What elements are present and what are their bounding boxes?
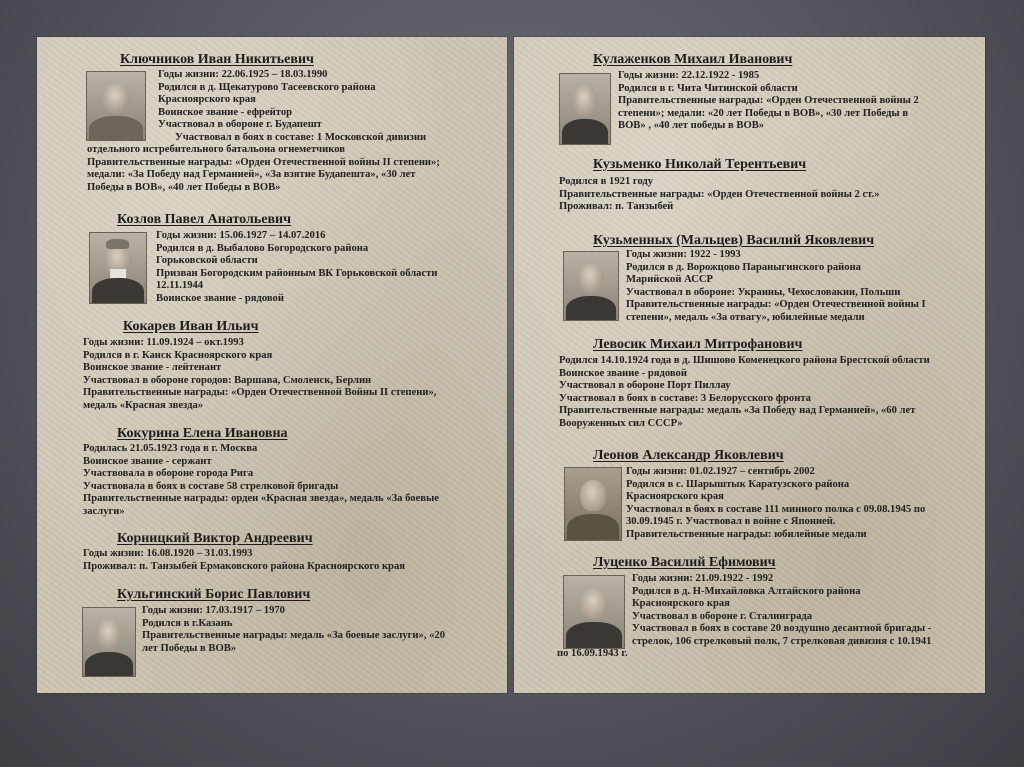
bio-text: Годы жизни: 16.08.1920 – 31.03.1993 Проживал: п. Танзыбей Ермаковского района Красноярского края: [83, 548, 405, 572]
bio-name: Кокарев Иван Ильич: [123, 319, 259, 334]
portrait-bearded-man-photo: [89, 232, 147, 304]
bio-name: Левосик Михаил Митрофанович: [593, 337, 803, 352]
bio-text: Годы жизни: 22.06.1925 – 18.03.1990 Родился в д. Щекатурово Тасеевского района Красноярского края Воинское звание - ефрейтор Участвовал в обороне г. Будапешт Участвовал в боях в составе: 1 Московской дивизии отдельного истребительного батальона огнеметчиков Правительственные награды: «Орден Отечественной войны II степени»; медали: «За Победу над Германией», «За взятие Будапешта», «30 лет Победы в ВОВ», «40 лет Победы в ВОВ»: [87, 69, 440, 193]
bio-name: Ключников Иван Никитьевич: [120, 52, 314, 67]
bio-text: Родился 14.10.1924 года в д. Шишово Коменецкого района Брестской области Воинское звание - рядовой Участвовал в обороне Порт Пиллау Участвовал в боях в составе: 3 Белорусского фронта Правительственные награды: медаль «За Победу над Германией», «60 лет Вооруженных сил СССР»: [559, 355, 930, 429]
left-page: [37, 37, 507, 693]
bio-name: Корницкий Виктор Андреевич: [117, 531, 313, 546]
bio-name: Луценко Василий Ефимович: [593, 555, 776, 570]
bio-name: Козлов Павел Анатольевич: [117, 212, 291, 227]
bio-text: Родилась 21.05.1923 года в г. Москва Воинское звание - сержант Участвовала в обороне города Рига Участвовала в боях в составе 58 стрелковой бригады Правительственные награды: орден «Красная звезда», медаль «За боевые заслуги»: [83, 443, 439, 517]
bio-name: Кулаженков Михаил Иванович: [593, 52, 793, 67]
bio-name: Кокурина Елена Ивановна: [117, 426, 288, 441]
right-page: [514, 37, 985, 693]
bio-text: Годы жизни: 17.03.1917 – 1970 Родился в г.Казань Правительственные награды: медаль «За боевые заслуги», «20 лет Победы в ВОВ»: [142, 605, 446, 654]
bio-text: Родился в 1921 году Правительственные награды: «Орден Отечественной войны 2 ст.» Проживал: п. Танзыбей: [559, 176, 880, 212]
portrait-man-sepia-photo: [564, 467, 622, 541]
bio-name: Кузьменко Николай Терентьевич: [593, 157, 807, 172]
bio-text: Годы жизни: 11.09.1924 – окт.1993 Родился в г. Канск Красноярского края Воинское звание - лейтенант Участвовал в обороне городов: Варшава, Смоленск, Берлин Правительственные награды: «Орден Отечественной Войны II степени», медаль «Красная звезда»: [83, 337, 437, 411]
portrait-man-photo: [563, 251, 619, 321]
bio-name: Кузьменных (Мальцев) Василий Яковлевич: [593, 233, 875, 248]
bio-text: Годы жизни: 15.06.1927 – 14.07.2016 Родился в д. Выбалово Богородского района Горьковской области Призван Богородским районным ВК Горьковской области 12.11.1944 Воинское звание - рядовой: [156, 230, 438, 304]
portrait-man-suit-photo: [559, 73, 611, 145]
bio-name: Леонов Александр Яковлевич: [593, 448, 784, 463]
portrait-man-suit-photo: [563, 575, 625, 649]
bio-text: Годы жизни: 22.12.1922 - 1985 Родился в г. Чита Читинской области Правительственные награды: «Орден Отечественной войны 2 степени»; медали: «20 лет Победы в ВОВ», «30 лет Победы в ВОВ» , «40 лет победы в ВОВ»: [618, 70, 919, 131]
bio-text: Годы жизни: 01.02.1927 – сентябрь 2002 Родился в с. Шарыштык Каратузского района Красноярского края Участвовал в боях в составе 111 минного полка с 09.08.1945 по 30.09.1945 г. Участвовал в войне с Японией. Правительственные награды: юбилейные медали: [626, 466, 926, 540]
portrait-man-photo: [82, 607, 136, 677]
bio-text: Годы жизни: 21.09.1922 - 1992 Родился в д. Н-Михайловка Алтайского района Красноярского края Участвовал в обороне г. Сталинграда Участвовал в боях в составе 20 воздушно десантной бригады - стрелок, 106 стрелковый полк, 7 стрелковая дивизия с 10.1941 по 16.09.1943 г.: [557, 573, 932, 659]
bio-text: Годы жизни: 1922 - 1993 Родился в д. Ворожцово Параныгинского района Марийской АССР Участвовал в обороне: Украины, Чехословакии, Польши Правительственные награды: «Орден Отечественной войны I степени», медаль «За отвагу», юбилейные медали: [626, 249, 926, 323]
bio-name: Кульгинский Борис Павлович: [117, 587, 311, 602]
